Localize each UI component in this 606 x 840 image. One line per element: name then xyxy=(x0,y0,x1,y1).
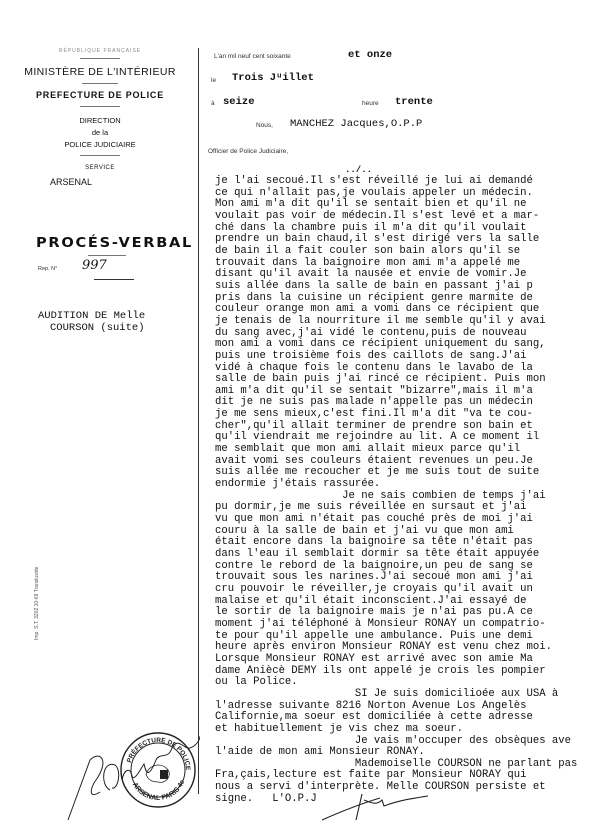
body-line: trouvait dans la baignoire mon ami m'a appelé me xyxy=(215,256,521,269)
body-line: était encore dans la baignoire sa tête n'était pas xyxy=(215,536,533,549)
year-value: et onze xyxy=(348,49,393,61)
stamp-bottom-text: ARSENAL PARIS 4e xyxy=(130,779,187,803)
body-line: moment j'ai téléphoné à Monsieur RONAY un compatrio- xyxy=(215,617,546,630)
body-line: trouvait sous les narines.J'ai secoué mon ami j'ai xyxy=(215,571,533,584)
document-type-title: PROCÉS-VERBAL xyxy=(36,235,194,251)
service-value: ARSENAL xyxy=(50,177,93,187)
body-line: suis allée me recoucher et je me suis tout de suite xyxy=(215,466,540,479)
body-line: qu'il viendrait me rejoindre au lit. A ce moment il xyxy=(215,431,540,444)
testimony-body xyxy=(215,176,600,805)
body-line: Mademoiselle COURSON ne parlant pas xyxy=(215,757,578,770)
body-line: Je vais m'occuper des obsèques ave xyxy=(215,734,572,747)
body-line: heure après environ Monsieur RONAY est venu chez moi. xyxy=(215,641,552,654)
divider xyxy=(88,255,126,256)
body-line: Californie,ma soeur est domiciliée à cette adresse xyxy=(215,711,533,724)
body-line: ce qui n'allait pas,je voulais appeler un médecin. xyxy=(215,186,533,199)
body-line: me semblait que mon ami allait mieux parce qu'il xyxy=(215,443,521,456)
body-line: prendre un bain chaud,il s'est dirigé vers la salle xyxy=(215,233,540,246)
subject-heading xyxy=(38,310,145,334)
body-line: Je ne sais combien de temps j'ai xyxy=(215,489,546,502)
body-line: Mon ami m'a dit qu'il se sentait bien et qu'il ne xyxy=(215,198,527,211)
officer-name: MANCHEZ Jacques,O.P.P xyxy=(290,118,423,130)
officer-title: Officier de Police Judiciaire, xyxy=(208,148,289,155)
direction-line: de la xyxy=(91,128,109,137)
prefecture-stamp-icon xyxy=(118,730,198,810)
body-line: cru pouvoir le réveiller,je croyais qu'il avait un xyxy=(215,582,533,595)
body-line: te pour qu'il appelle une ambulance. Puis une demi xyxy=(215,629,533,642)
hour-label: heure xyxy=(362,100,379,107)
body-line: je tenais de la nourriture il me semble qu'il y avai xyxy=(215,314,546,327)
body-line: Lorsque Monsieur RONAY est arrivé avec son amie Ma xyxy=(215,652,533,665)
direction-line: POLICE JUDICIAIRE xyxy=(64,140,136,149)
body-line: cher",qu'il allait terminer de prendre son bain et xyxy=(215,419,533,432)
continuation-mark: ../.. xyxy=(345,165,373,175)
republique-francaise-heading: RÉPUBLIQUE FRANÇAISE xyxy=(58,48,142,54)
divider xyxy=(82,83,118,84)
divider xyxy=(80,58,120,59)
body-line: l'aide de mon ami Monsieur RONAY. xyxy=(215,746,425,759)
body-line: dame Aniècè DEMY ils ont appelé je crois les pompier xyxy=(215,664,546,677)
body-line: Fra,çais,lecture est faite par Monsieur NORAY qui xyxy=(215,769,527,782)
officer-signature-icon xyxy=(320,790,430,830)
subject-line-1: AUDITION DE Melle xyxy=(38,310,146,322)
body-line: ou la Police. xyxy=(215,676,298,689)
body-line: mon ami a vomi dans ce récipient uniquement du sang, xyxy=(215,338,546,351)
body-line: le sortir de la baignoire mais je n'ai pas pu.A ce xyxy=(215,606,533,619)
rep-number-value: 997 xyxy=(82,258,107,273)
body-line: puis une troisième fois des caillots de sang.J'ai xyxy=(215,349,527,362)
body-line: avait vomi ses couleurs étaient revenues un peu.Je xyxy=(215,454,533,467)
body-line: et habituellement je vis chez ma soeur. xyxy=(215,722,463,735)
body-line: ami m'a dit qu'il se sentait "bizarre",mais il m'a xyxy=(215,384,533,397)
subject-line-2: COURSON (suite) xyxy=(50,322,145,334)
body-line: dit je ne suis pas malade n'appelle pas un médecin xyxy=(215,396,533,409)
nous-label: Nous, xyxy=(256,122,273,129)
body-line: pris dans la cuisine un récipient genre marmite de xyxy=(215,291,533,304)
body-line: du sang avec,j'ai vidé le contenu,puis de nouveau xyxy=(215,326,527,339)
body-line: nous a servi d'interprète. Melle COURSON persiste et xyxy=(215,781,546,794)
body-line: suis allée dans la salle de bain en passant j'ai p xyxy=(215,279,533,292)
body-line: je me sens mieux,c'est fini.Il m'a dit "va te cou- xyxy=(215,408,533,421)
divider xyxy=(80,106,120,107)
body-line: endormie j'étais rassurée. xyxy=(215,478,381,491)
minute-value: trente xyxy=(395,96,433,108)
year-label: L'an mil neuf cent soixante xyxy=(214,53,291,60)
printer-mark: Imp. S.T. 3202 10-69 Transluside xyxy=(34,566,40,640)
ministry-heading: MINISTÈRE DE L'INTÉRIEUR xyxy=(24,66,176,78)
body-line: vu que mon ami n'était pas couché près de moi j'ai xyxy=(215,513,533,526)
direction-block xyxy=(0,115,200,151)
rep-number-underline xyxy=(94,279,134,280)
body-line: vidé à chaque fois le contenu dans le lavabo de la xyxy=(215,361,533,374)
body-line: je l'ai secoué.Il s'est réveillé je lui ai demandé xyxy=(215,175,533,187)
margin-divider xyxy=(198,48,199,794)
stamp-top-text: PRÉFECTURE DE POLICE xyxy=(126,736,192,771)
day-label: le xyxy=(211,77,217,84)
body-line: signe. L'O.P.J xyxy=(215,792,317,805)
body-line: malaise et qu'il était inconscient.J'ai essayé de xyxy=(215,594,527,607)
prefecture-heading: PREFECTURE DE POLICE xyxy=(35,90,164,100)
divider xyxy=(80,155,120,156)
body-line: couleur orange mon ami a vomi dans ce récipient que xyxy=(215,303,540,316)
body-line: dans l'eau il semblait dormir sa tête était appuyée xyxy=(215,548,540,560)
body-line: contre le rebord de la baignoire,un peu de sang se xyxy=(215,559,533,572)
day-value: Trois Jᵘillet xyxy=(232,72,314,84)
body-line: couru à la salle de bain et j'ai vu que mon ami xyxy=(215,524,514,537)
hour-value: seize xyxy=(223,96,255,108)
time-prefix: à xyxy=(211,100,215,107)
rep-number-label: Rep. N° xyxy=(38,266,58,272)
body-line: pu dormir,je me suis réveillée en sursaut et j'ai xyxy=(215,501,527,514)
body-line: de bain il a fait couler son bain alors qu'il se xyxy=(215,244,521,257)
body-line: l'adresse suivante 8216 Norton Avenue Los Angelès xyxy=(215,699,527,712)
direction-line: DIRECTION xyxy=(79,116,121,125)
body-line: salle de bain puis j'ai rincé ce récipient. Puis mon xyxy=(215,373,546,386)
body-line: SI Je suis domicilioée aux USA à xyxy=(215,687,559,700)
body-line: voulait pas voir de médecin.Il s'est levé et a mar- xyxy=(215,209,540,222)
body-line: disant qu'il avait la nausée et envie de vomir.Je xyxy=(215,268,527,281)
service-label: SERVICE xyxy=(85,165,115,171)
body-line: ché dans la chambre puis il m'a dit qu'il voulait xyxy=(215,221,527,234)
